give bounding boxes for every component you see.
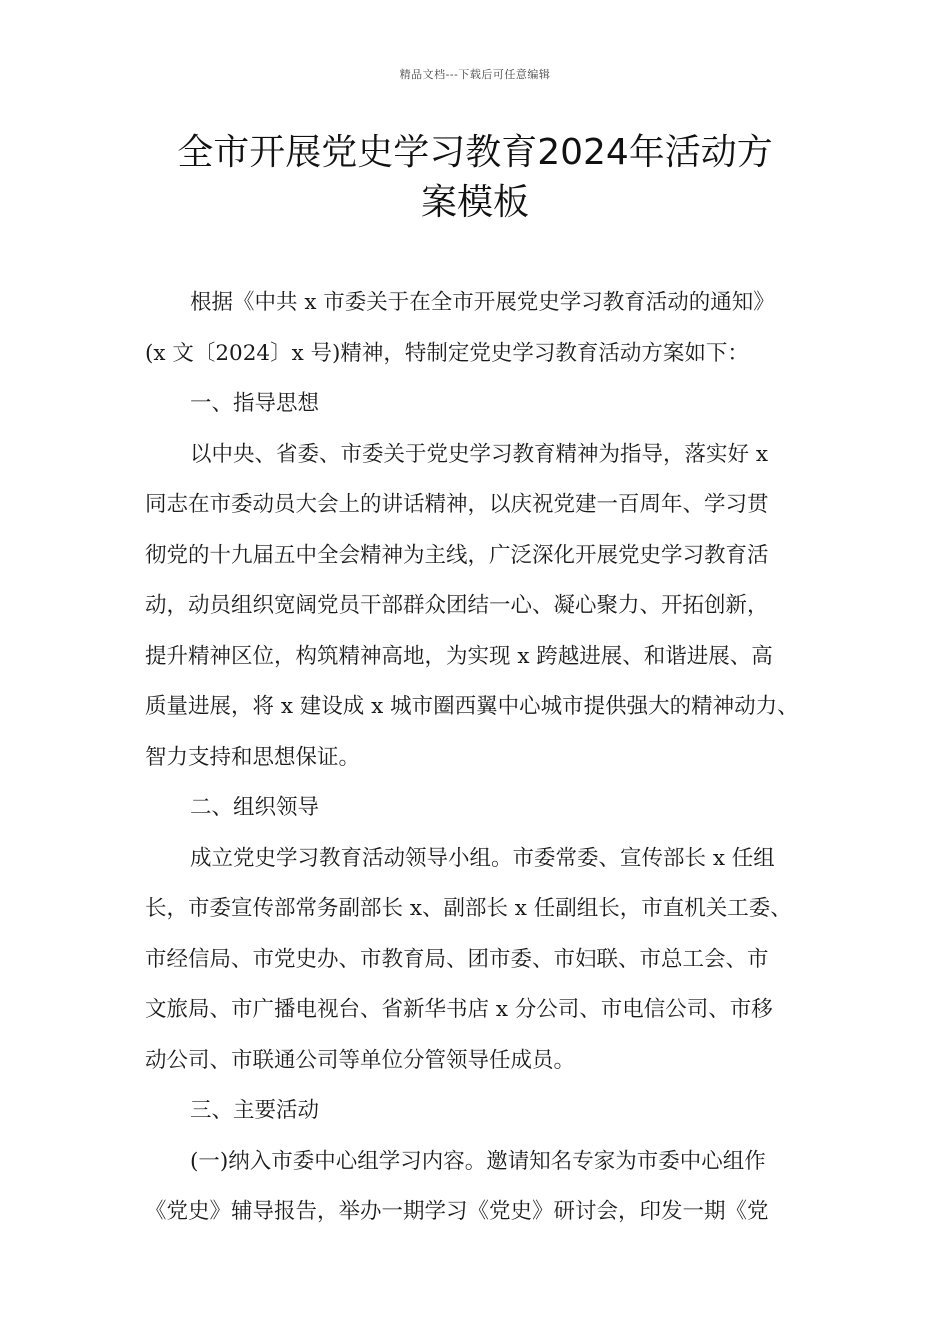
document-body: [145, 278, 825, 1238]
section-heading: 三、主要活动: [190, 1098, 320, 1123]
text-line: 动，动员组织宽阔党员干部群众团结一心、凝心聚力、开拓创新，: [145, 593, 769, 618]
text-line: 同志在市委动员大会上的讲话精神，以庆祝党建一百周年、学习贯: [145, 492, 769, 517]
text-line: 《党史》辅导报告，举办一期学习《党史》研讨会，印发一期《党: [145, 1199, 769, 1224]
text-line: (一)纳入市委中心组学习内容。邀请知名专家为市委中心组作: [190, 1148, 766, 1174]
text-line: 动公司、市联通公司等单位分管领导任成员。: [145, 1047, 576, 1073]
text-line: 文旅局、市广播电视台、省新华书店 x 分公司、市电信公司、市移: [145, 997, 773, 1022]
text-line: 根据《中共 x 市委关于在全市开展党史学习教育活动的通知》: [190, 290, 775, 315]
header-note: 精品文档---下载后可任意编辑: [399, 68, 551, 81]
text-line: 提升精神区位，构筑精神高地，为实现 x 跨越进展、和谐进展、高: [145, 643, 773, 669]
section-heading: 二、组织领导: [190, 795, 320, 820]
text-line: 以中央、省委、市委关于党史学习教育精神为指导，落实好 x: [190, 441, 768, 467]
title-line-2: 案模板: [420, 182, 529, 223]
title-line-1: 全市开展党史学习教育2024年活动方: [177, 132, 773, 173]
document-title: [0, 128, 950, 228]
text-line: 成立党史学习教育活动领导小组。市委常委、宣传部长 x 任组: [190, 845, 775, 871]
section-heading: 一、指导思想: [190, 391, 320, 416]
text-line: (x 文〔2024〕x 号)精神，特制定党史学习教育活动方案如下：: [145, 340, 749, 366]
text-line: 长，市委宣传部常务副部长 x、副部长 x 任副组长，市直机关工委、: [145, 896, 792, 921]
text-line: 彻党的十九届五中全会精神为主线，广泛深化开展党史学习教育活: [145, 542, 769, 568]
text-line: 市经信局、市党史办、市教育局、团市委、市妇联、市总工会、市: [145, 946, 769, 972]
text-line: 质量进展，将 x 建设成 x 城市圈西翼中心城市提供强大的精神动力、: [145, 694, 799, 719]
text-line: 智力支持和思想保证。: [145, 744, 361, 770]
